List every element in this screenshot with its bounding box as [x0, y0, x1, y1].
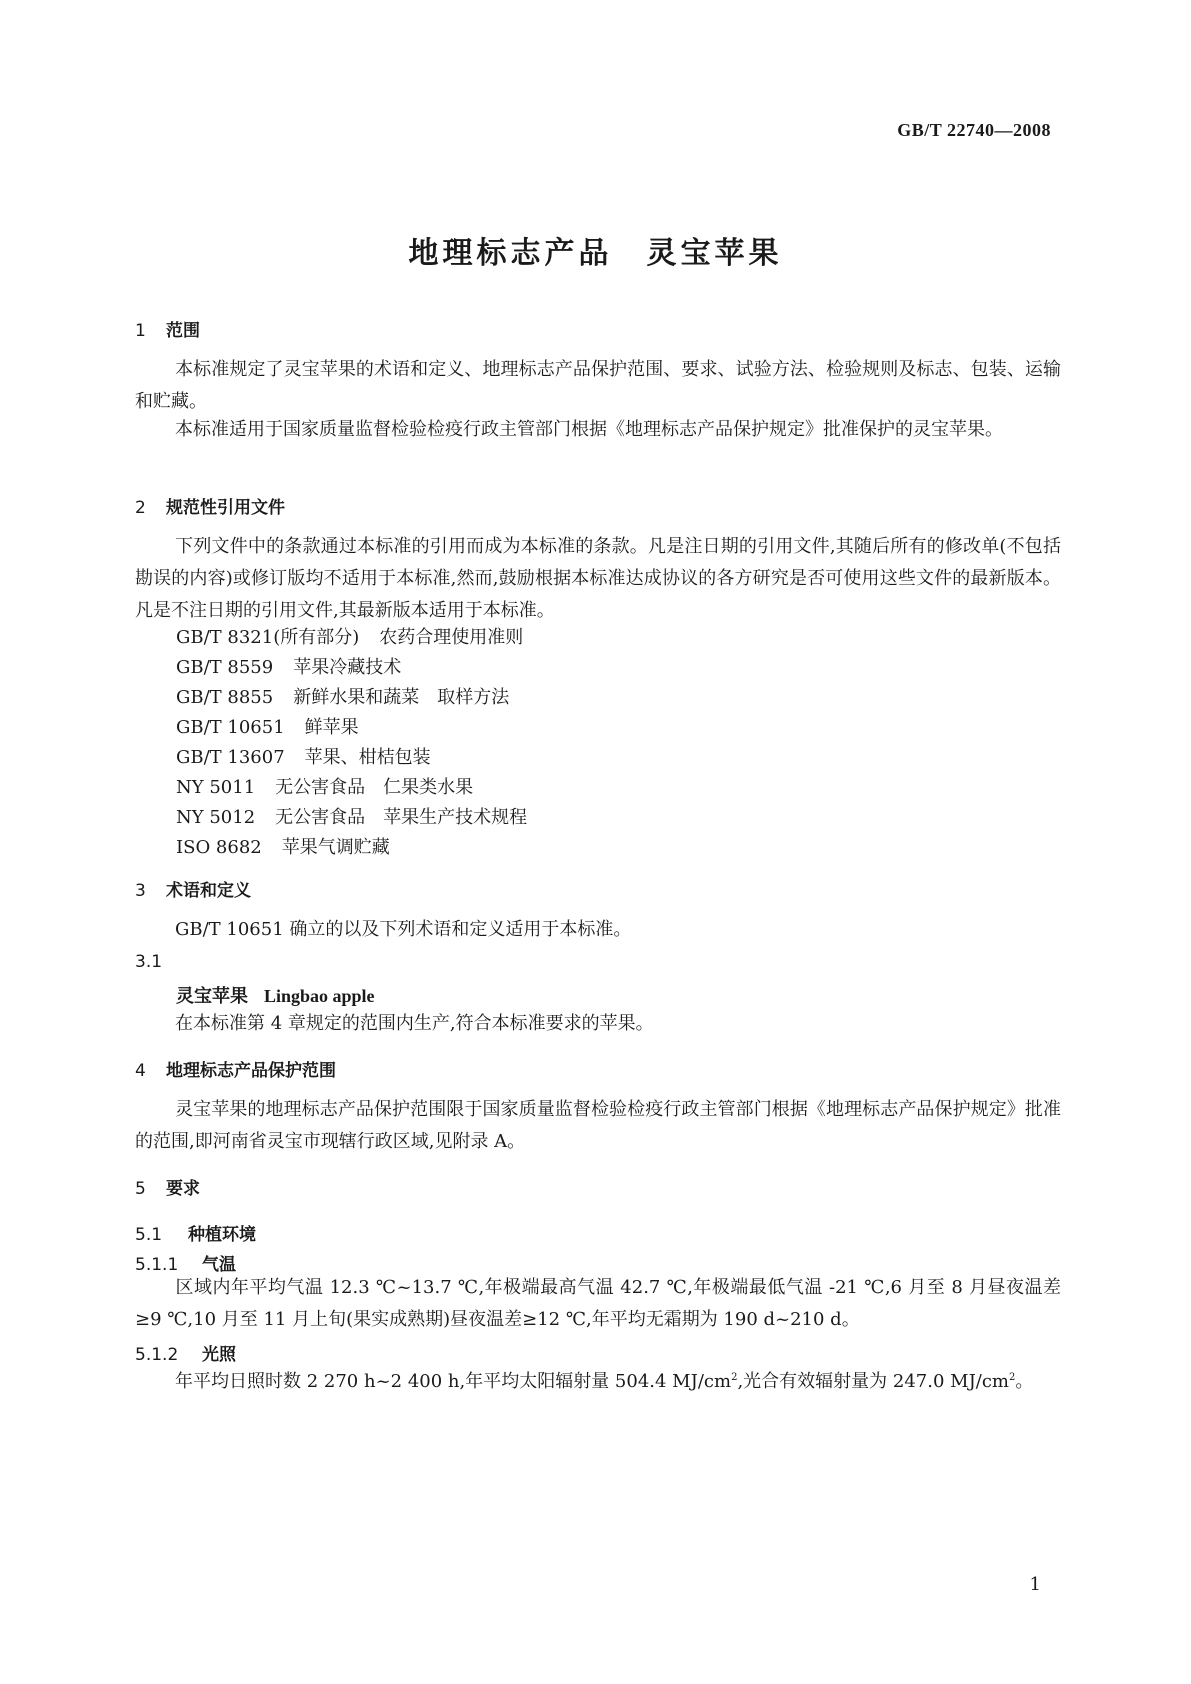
- section-5-heading: [135, 1174, 200, 1199]
- document-title: [0, 228, 1191, 272]
- reference-code: GB/T 13607: [176, 747, 285, 768]
- section-3-paragraph-1: [135, 914, 1061, 946]
- subsection-title: 光照: [202, 1345, 236, 1365]
- subsection-5-1-1-paragraph: [135, 1272, 1061, 1336]
- section-1-paragraph-2: [135, 414, 1061, 446]
- section-number: 2: [135, 498, 146, 518]
- section-number: 4: [135, 1061, 146, 1081]
- paragraph-text: 本标准适用于国家质量监督检验检疫行政主管部门根据《地理标志产品保护规定》批准保护的灵宝苹果。: [175, 419, 1003, 440]
- reference-code: NY 5012: [176, 807, 256, 828]
- section-1-paragraph-1: [135, 354, 1061, 418]
- subsection-number: 3.1: [135, 952, 163, 972]
- reference-code: NY 5011: [176, 777, 256, 798]
- reference-code: GB/T 8321(所有部分): [176, 627, 360, 648]
- section-2-heading: [135, 493, 285, 518]
- superscript: 2: [1009, 1372, 1016, 1383]
- term-definition: [135, 1008, 1061, 1040]
- reference-item: [176, 622, 523, 654]
- paragraph-text: GB/T 10651 确立的以及下列术语和定义适用于本标准。: [175, 919, 632, 940]
- title-part1: 地理标志产品: [408, 236, 613, 271]
- term-entry: [176, 982, 375, 1008]
- page-number: 1: [1029, 1574, 1041, 1595]
- reference-item: [176, 772, 473, 804]
- section-title: 术语和定义: [166, 881, 251, 901]
- reference-title: 农药合理使用准则: [379, 627, 524, 648]
- subsection-number: 5.1.2: [135, 1345, 179, 1365]
- reference-subtitle: 仁果类水果: [383, 777, 474, 798]
- paragraph-text: 区域内年平均气温 12.3 ℃~13.7 ℃,年极端最高气温 42.7 ℃,年极端最低气温 -21 ℃,6 月至 8 月昼夜温差≥9 ℃,10 月至 11 月上旬(果实成熟期)昼夜温差≥12 ℃,年平均无霜期为 190 d~210 d。: [135, 1277, 1061, 1330]
- reference-subtitle: 取样方法: [437, 687, 510, 708]
- subsection-5-1-heading: [135, 1220, 256, 1245]
- paragraph-text: 本标准规定了灵宝苹果的术语和定义、地理标志产品保护范围、要求、试验方法、检验规则及标志、包装、运输和贮藏。: [135, 359, 1061, 412]
- subsection-number: 5.1: [135, 1225, 163, 1245]
- reference-title: 新鲜水果和蔬菜: [293, 687, 420, 708]
- paragraph-text: 。: [1015, 1371, 1034, 1392]
- section-4-paragraph-1: [135, 1094, 1061, 1158]
- section-1-heading: [135, 316, 200, 341]
- section-3-heading: [135, 876, 251, 901]
- section-number: 3: [135, 881, 146, 901]
- paragraph-text: 灵宝苹果的地理标志产品保护范围限于国家质量监督检验检疫行政主管部门根据《地理标志产品保护规定》批准的范围,即河南省灵宝市现辖行政区域,见附录 A。: [135, 1099, 1061, 1152]
- reference-title: 鲜苹果: [304, 717, 359, 738]
- reference-code: GB/T 8855: [176, 687, 274, 708]
- term-chinese: 灵宝苹果: [176, 986, 248, 1007]
- section-title: 范围: [166, 321, 200, 341]
- reference-title: 苹果冷藏技术: [293, 657, 402, 678]
- section-title: 要求: [166, 1179, 200, 1199]
- reference-title: 苹果气调贮藏: [281, 837, 390, 858]
- reference-title: 无公害食品: [275, 807, 366, 828]
- section-4-heading: [135, 1056, 336, 1081]
- section-2-paragraph-1: [135, 531, 1061, 627]
- title-part2: 灵宝苹果: [646, 236, 783, 271]
- section-number: 5: [135, 1179, 146, 1199]
- subsection-5-1-2-paragraph: [135, 1362, 1061, 1398]
- reference-item: [176, 742, 431, 774]
- reference-subtitle: 苹果生产技术规程: [383, 807, 528, 828]
- section-title: 规范性引用文件: [166, 498, 285, 518]
- paragraph-text: 在本标准第 4 章规定的范围内生产,符合本标准要求的苹果。: [175, 1013, 654, 1034]
- subsection-3-1-heading: [135, 952, 166, 972]
- standard-code: GB/T 22740—2008: [897, 120, 1051, 140]
- paragraph-text: 年平均日照时数 2 270 h~2 400 h,年平均太阳辐射量 504.4 MJ/cm: [175, 1371, 732, 1392]
- paragraph-text: ,光合有效辐射量为 247.0 MJ/cm: [737, 1371, 1009, 1392]
- subsection-title: 气温: [202, 1255, 236, 1275]
- reference-item: [176, 652, 401, 684]
- reference-item: [176, 682, 509, 714]
- paragraph-text: 下列文件中的条款通过本标准的引用而成为本标准的条款。凡是注日期的引用文件,其随后所有的修改单(不包括勘误的内容)或修订版均不适用于本标准,然而,鼓励根据本标准达成协议的各方研究是否可使用这些文件的最新版本。凡是不注日期的引用文件,其最新版本适用于本标准。: [135, 536, 1061, 621]
- section-number: 1: [135, 321, 146, 341]
- reference-title: 苹果、柑桔包装: [304, 747, 431, 768]
- section-title: 地理标志产品保护范围: [166, 1061, 336, 1081]
- term-english: Lingbao apple: [264, 986, 375, 1006]
- reference-item: [176, 832, 390, 864]
- reference-item: [176, 712, 359, 744]
- reference-code: GB/T 8559: [176, 657, 274, 678]
- reference-code: GB/T 10651: [176, 717, 285, 738]
- subsection-number: 5.1.1: [135, 1255, 179, 1275]
- subsection-title: 种植环境: [188, 1225, 256, 1245]
- reference-code: ISO 8682: [176, 837, 262, 858]
- reference-item: [176, 802, 527, 834]
- reference-title: 无公害食品: [275, 777, 366, 798]
- superscript: 2: [731, 1372, 738, 1383]
